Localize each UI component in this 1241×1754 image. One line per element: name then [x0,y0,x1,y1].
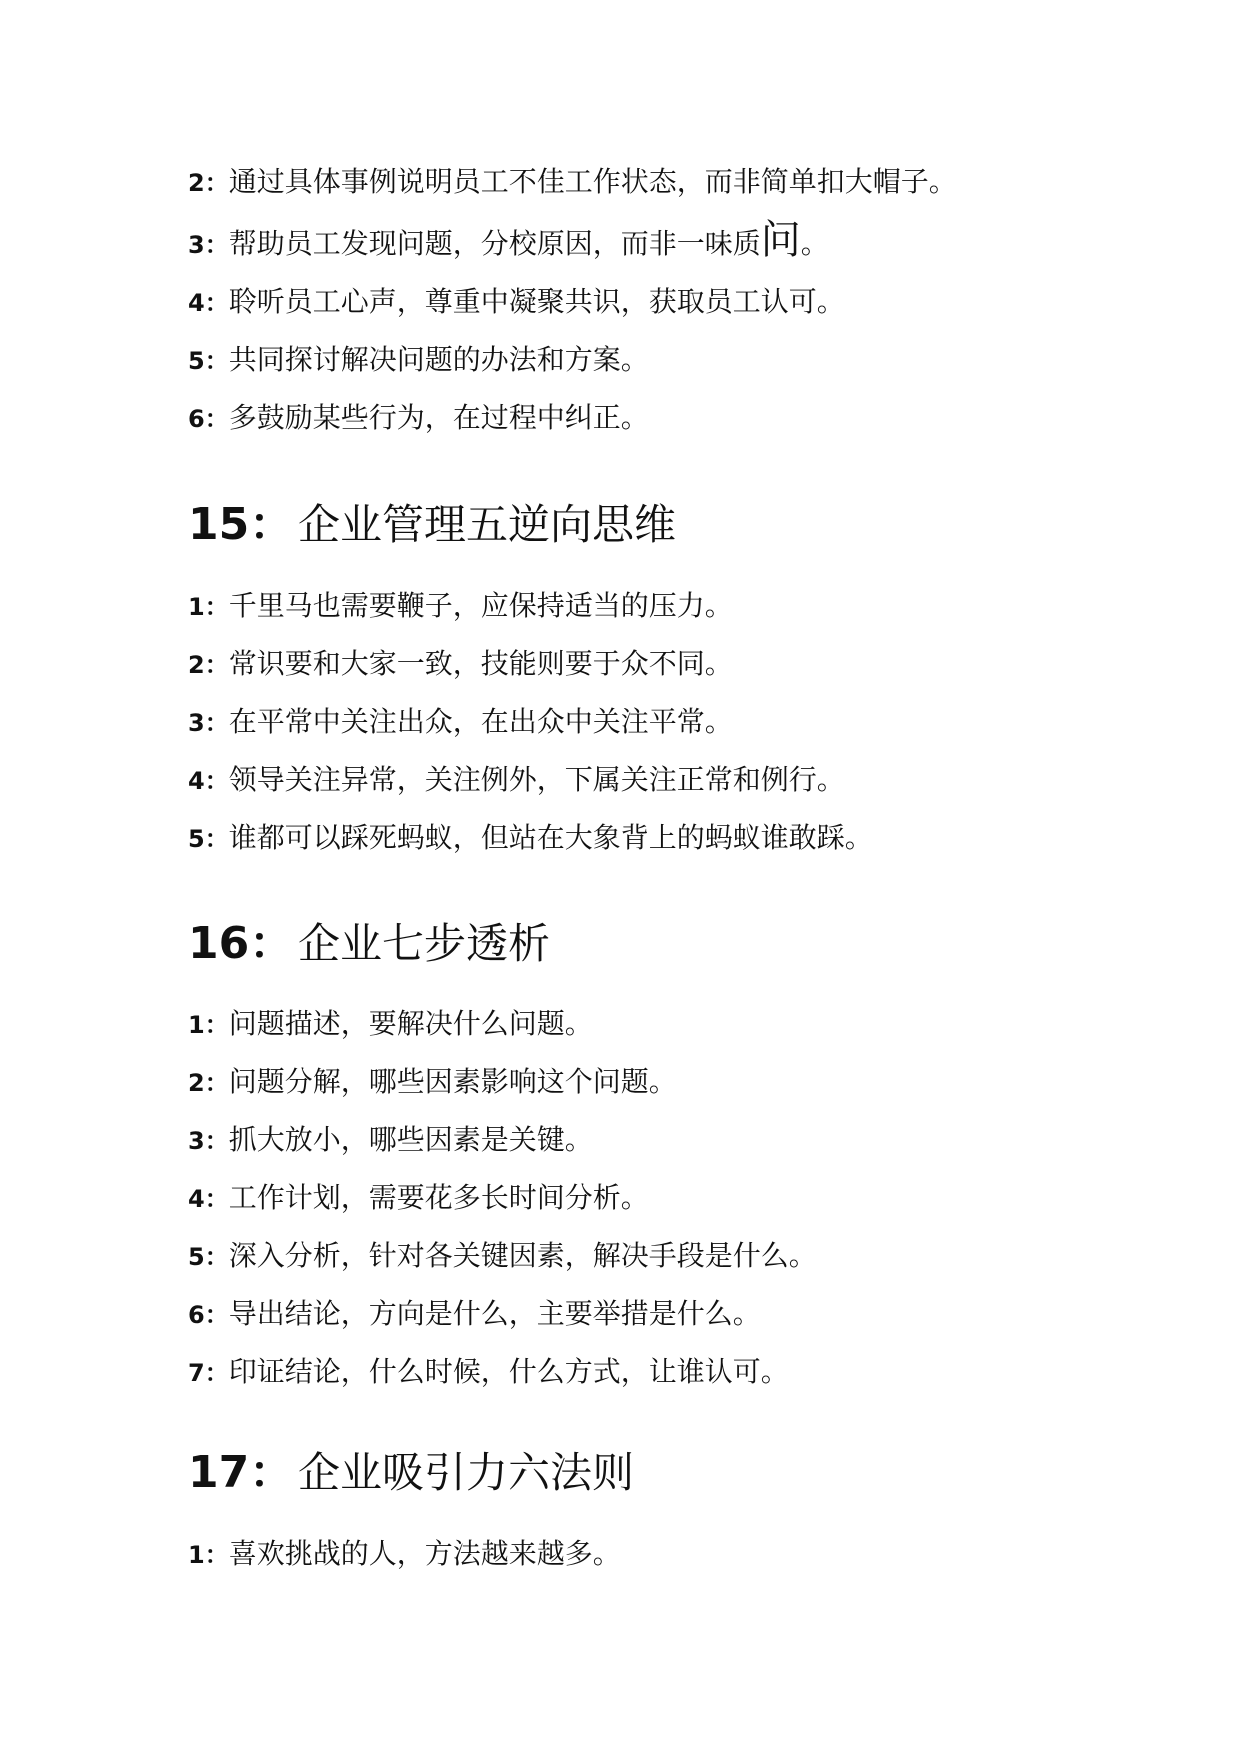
list-item [188,820,873,857]
item-number: 3： [188,231,229,259]
list-item [188,1180,649,1217]
item-text: 喜欢挑战的人，方法越来越多。 [228,1537,621,1570]
item-number: 1： [188,1011,229,1039]
item-text-end: 。 [800,227,829,260]
list-item [188,1006,593,1043]
item-text: 常识要和大家一致，技能则要于众不同。 [228,647,733,680]
item-number: 5： [188,347,229,375]
item-text: 导出结论，方向是什么，主要举措是什么。 [228,1297,761,1330]
item-text-large-char: 问 [760,217,801,263]
list-item [188,1536,621,1573]
item-number: 5： [188,1243,229,1271]
item-number: 1： [188,593,229,621]
item-text: 抓大放小，哪些因素是关键。 [228,1123,593,1156]
item-number: 1： [188,1541,229,1569]
item-text: 问题描述，要解决什么问题。 [228,1007,593,1040]
item-number: 4： [188,767,229,795]
item-text: 问题分解，哪些因素影响这个问题。 [228,1065,677,1098]
list-item [188,762,845,799]
item-number: 2： [188,651,229,679]
item-text: 工作计划，需要花多长时间分析。 [228,1181,649,1214]
item-text: 在平常中关注出众，在出众中关注平常。 [228,705,733,738]
list-item [188,588,733,625]
section-heading [188,499,676,551]
item-number: 7： [188,1359,229,1387]
list-item [188,342,649,379]
item-text: 多鼓励某些行为，在过程中纠正。 [228,401,649,434]
section-number: 17： [188,1447,294,1498]
section-number: 16： [188,918,294,969]
item-number: 6： [188,1301,229,1329]
item-text: 深入分析，针对各关键因素，解决手段是什么。 [228,1239,817,1272]
item-text: 谁都可以踩死蚂蚁，但站在大象背上的蚂蚁谁敢踩。 [228,821,873,854]
list-item [188,646,733,683]
list-item [188,1354,789,1391]
item-text: 通过具体事例说明员工不佳工作状态，而非简单扣大帽子。 [228,165,957,198]
list-item [188,284,845,321]
section-title: 企业吸引力六法则 [298,1448,635,1497]
item-text: 印证结论，什么时候，什么方式，让谁认可。 [228,1355,789,1388]
item-text: 千里马也需要鞭子，应保持适当的压力。 [228,589,733,622]
section-number: 15： [188,499,294,550]
item-text: 共同探讨解决问题的办法和方案。 [228,343,649,376]
list-item [188,1064,677,1101]
list-item [188,1122,593,1159]
item-number: 4： [188,289,229,317]
item-text: 帮助员工发现问题，分校原因，而非一味质 [228,227,761,260]
list-item [188,217,829,263]
list-item [188,164,957,201]
section-title: 企业管理五逆向思维 [298,500,677,549]
section-title: 企业七步透析 [298,919,551,968]
item-text: 聆听员工心声，尊重中凝聚共识，获取员工认可。 [228,285,845,318]
item-text: 领导关注异常，关注例外，下属关注正常和例行。 [228,763,845,796]
list-item [188,1238,817,1275]
section-heading [188,918,550,970]
item-number: 6： [188,405,229,433]
item-number: 2： [188,1069,229,1097]
item-number: 3： [188,709,229,737]
section-heading [188,1447,634,1499]
list-item [188,400,649,437]
item-number: 3： [188,1127,229,1155]
item-number: 2： [188,169,229,197]
item-number: 5： [188,825,229,853]
list-item [188,704,733,741]
list-item [188,1296,761,1333]
item-number: 4： [188,1185,229,1213]
